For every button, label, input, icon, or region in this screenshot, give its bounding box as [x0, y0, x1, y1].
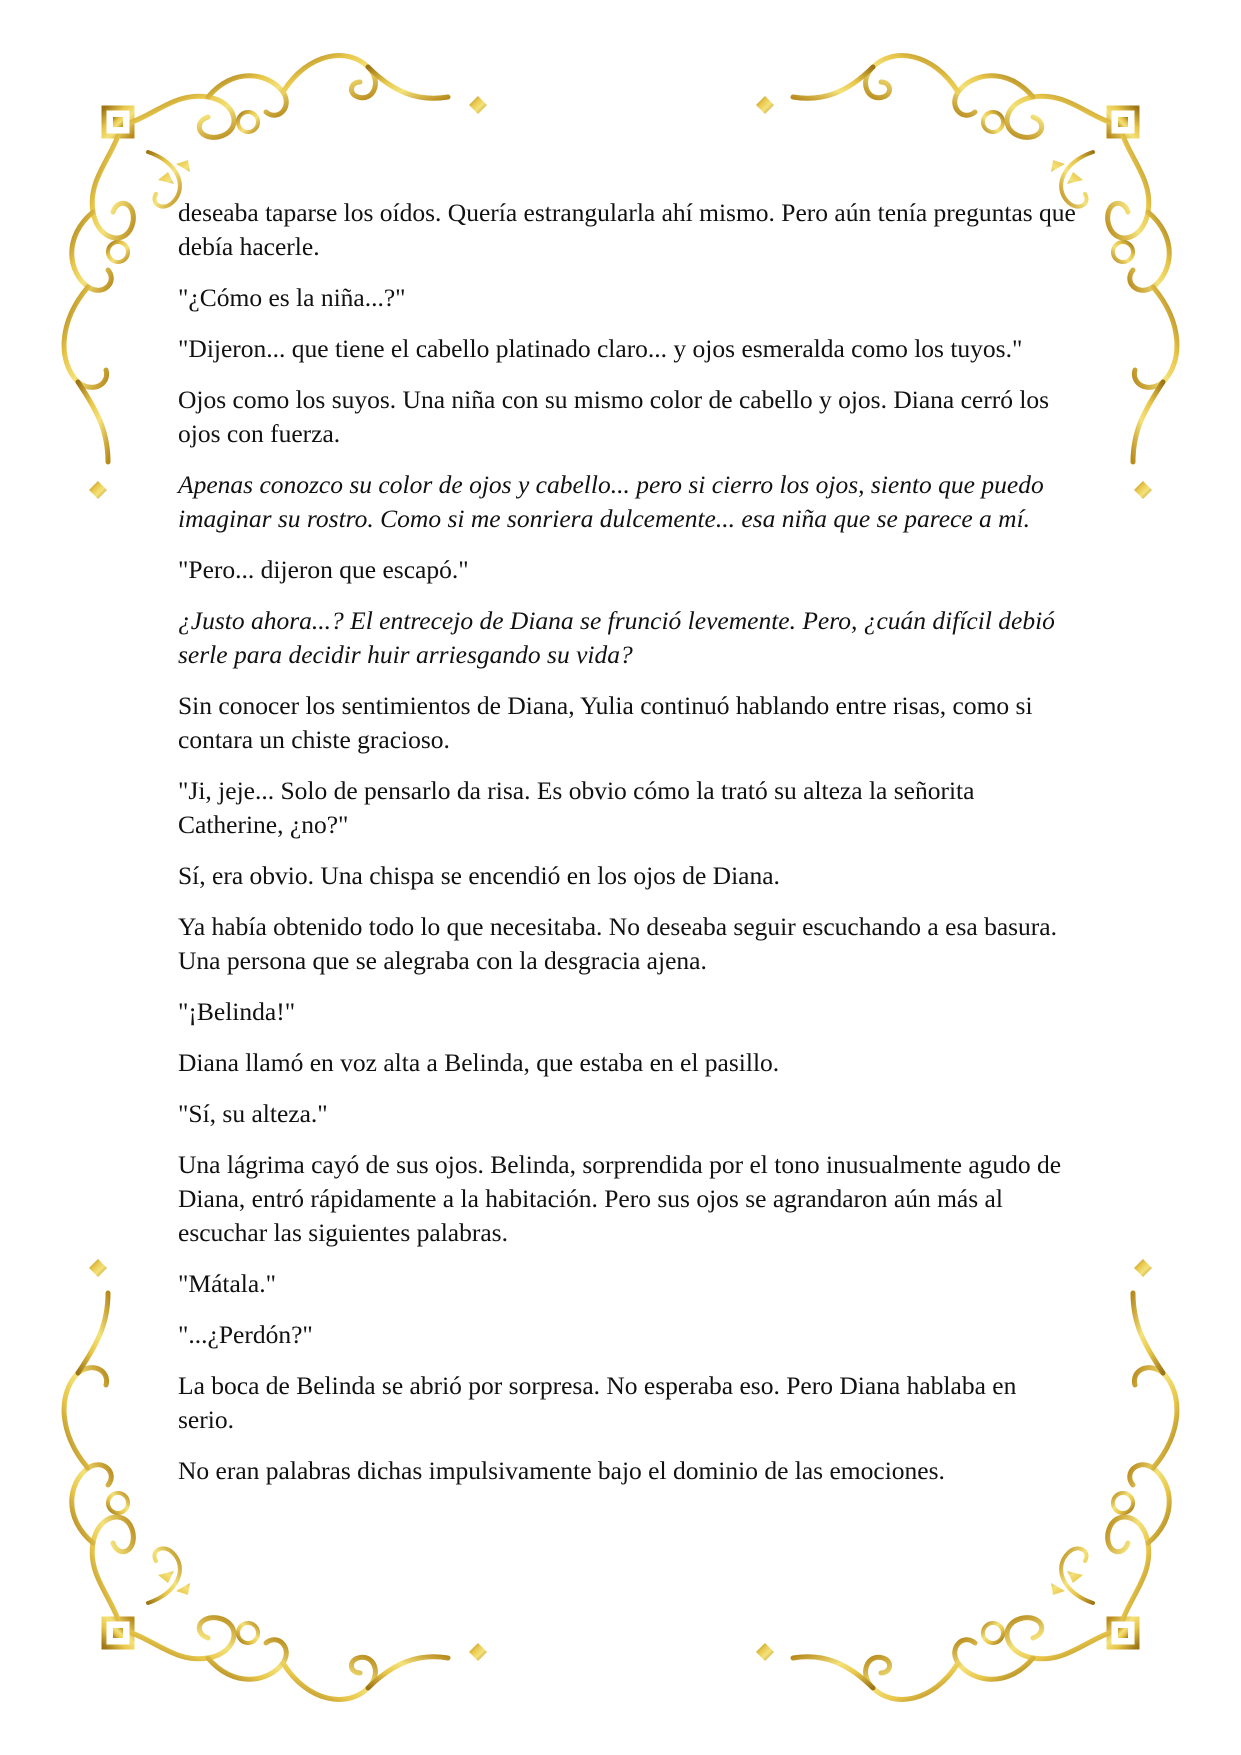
paragraph: "Dijeron... que tiene el cabello platinado claro... y ojos esmeralda como los tuyos."	[178, 334, 1023, 363]
paragraph: Diana llamó en voz alta a Belinda, que estaba en el pasillo.	[178, 1048, 780, 1077]
paragraph: "Ji, jeje... Solo de pensarlo da risa. Es obvio cómo la trató su alteza la señorita Catherine, ¿no?"	[178, 776, 975, 839]
paragraph: "¡Belinda!"	[178, 997, 296, 1026]
paragraph: Sí, era obvio. Una chispa se encendió en los ojos de Diana.	[178, 861, 780, 890]
paragraph: Ojos como los suyos. Una niña con su mismo color de cabello y ojos. Diana cerró los ojos con fuerza.	[178, 385, 1050, 448]
italic-paragraph: Apenas conozco su color de ojos y cabello... pero si cierro los ojos, siento que puedo imaginar su rostro. Como si me sonriera dulcemente... esa niña que se parece a mí.	[178, 470, 1044, 533]
italic-paragraph: ¿Justo ahora...? El entrecejo de Diana se frunció levemente. Pero, ¿cuán difícil debió serle para decidir huir arriesgando su vida?	[178, 606, 1055, 669]
paragraph: No eran palabras dichas impulsivamente bajo el dominio de las emociones.	[178, 1456, 945, 1485]
paragraph: La boca de Belinda se abrió por sorpresa. No esperaba eso. Pero Diana hablaba en serio.	[178, 1371, 1017, 1434]
paragraph: "...¿Perdón?"	[178, 1320, 313, 1349]
paragraph: Una lágrima cayó de sus ojos. Belinda, sorprendida por el tono inusualmente agudo de Diana, entró rápidamente a la habitación. Pero sus ojos se agrandaron aún más al escuchar las siguientes palabras.	[178, 1150, 1062, 1247]
page-text	[178, 196, 1078, 1505]
paragraph: Sin conocer los sentimientos de Diana, Yulia continuó hablando entre risas, como si contara un chiste gracioso.	[178, 691, 1033, 754]
paragraph: Ya había obtenido todo lo que necesitaba. No deseaba seguir escuchando a esa basura. Una persona que se alegraba con la desgracia ajena.	[178, 912, 1057, 975]
paragraph: "Mátala."	[178, 1269, 276, 1298]
paragraph: "¿Cómo es la niña...?"	[178, 283, 406, 312]
paragraph: deseaba taparse los oídos. Quería estrangularla ahí mismo. Pero aún tenía preguntas que debía hacerle.	[178, 198, 1076, 261]
paragraph: "Sí, su alteza."	[178, 1099, 328, 1128]
paragraph: "Pero... dijeron que escapó."	[178, 555, 469, 584]
